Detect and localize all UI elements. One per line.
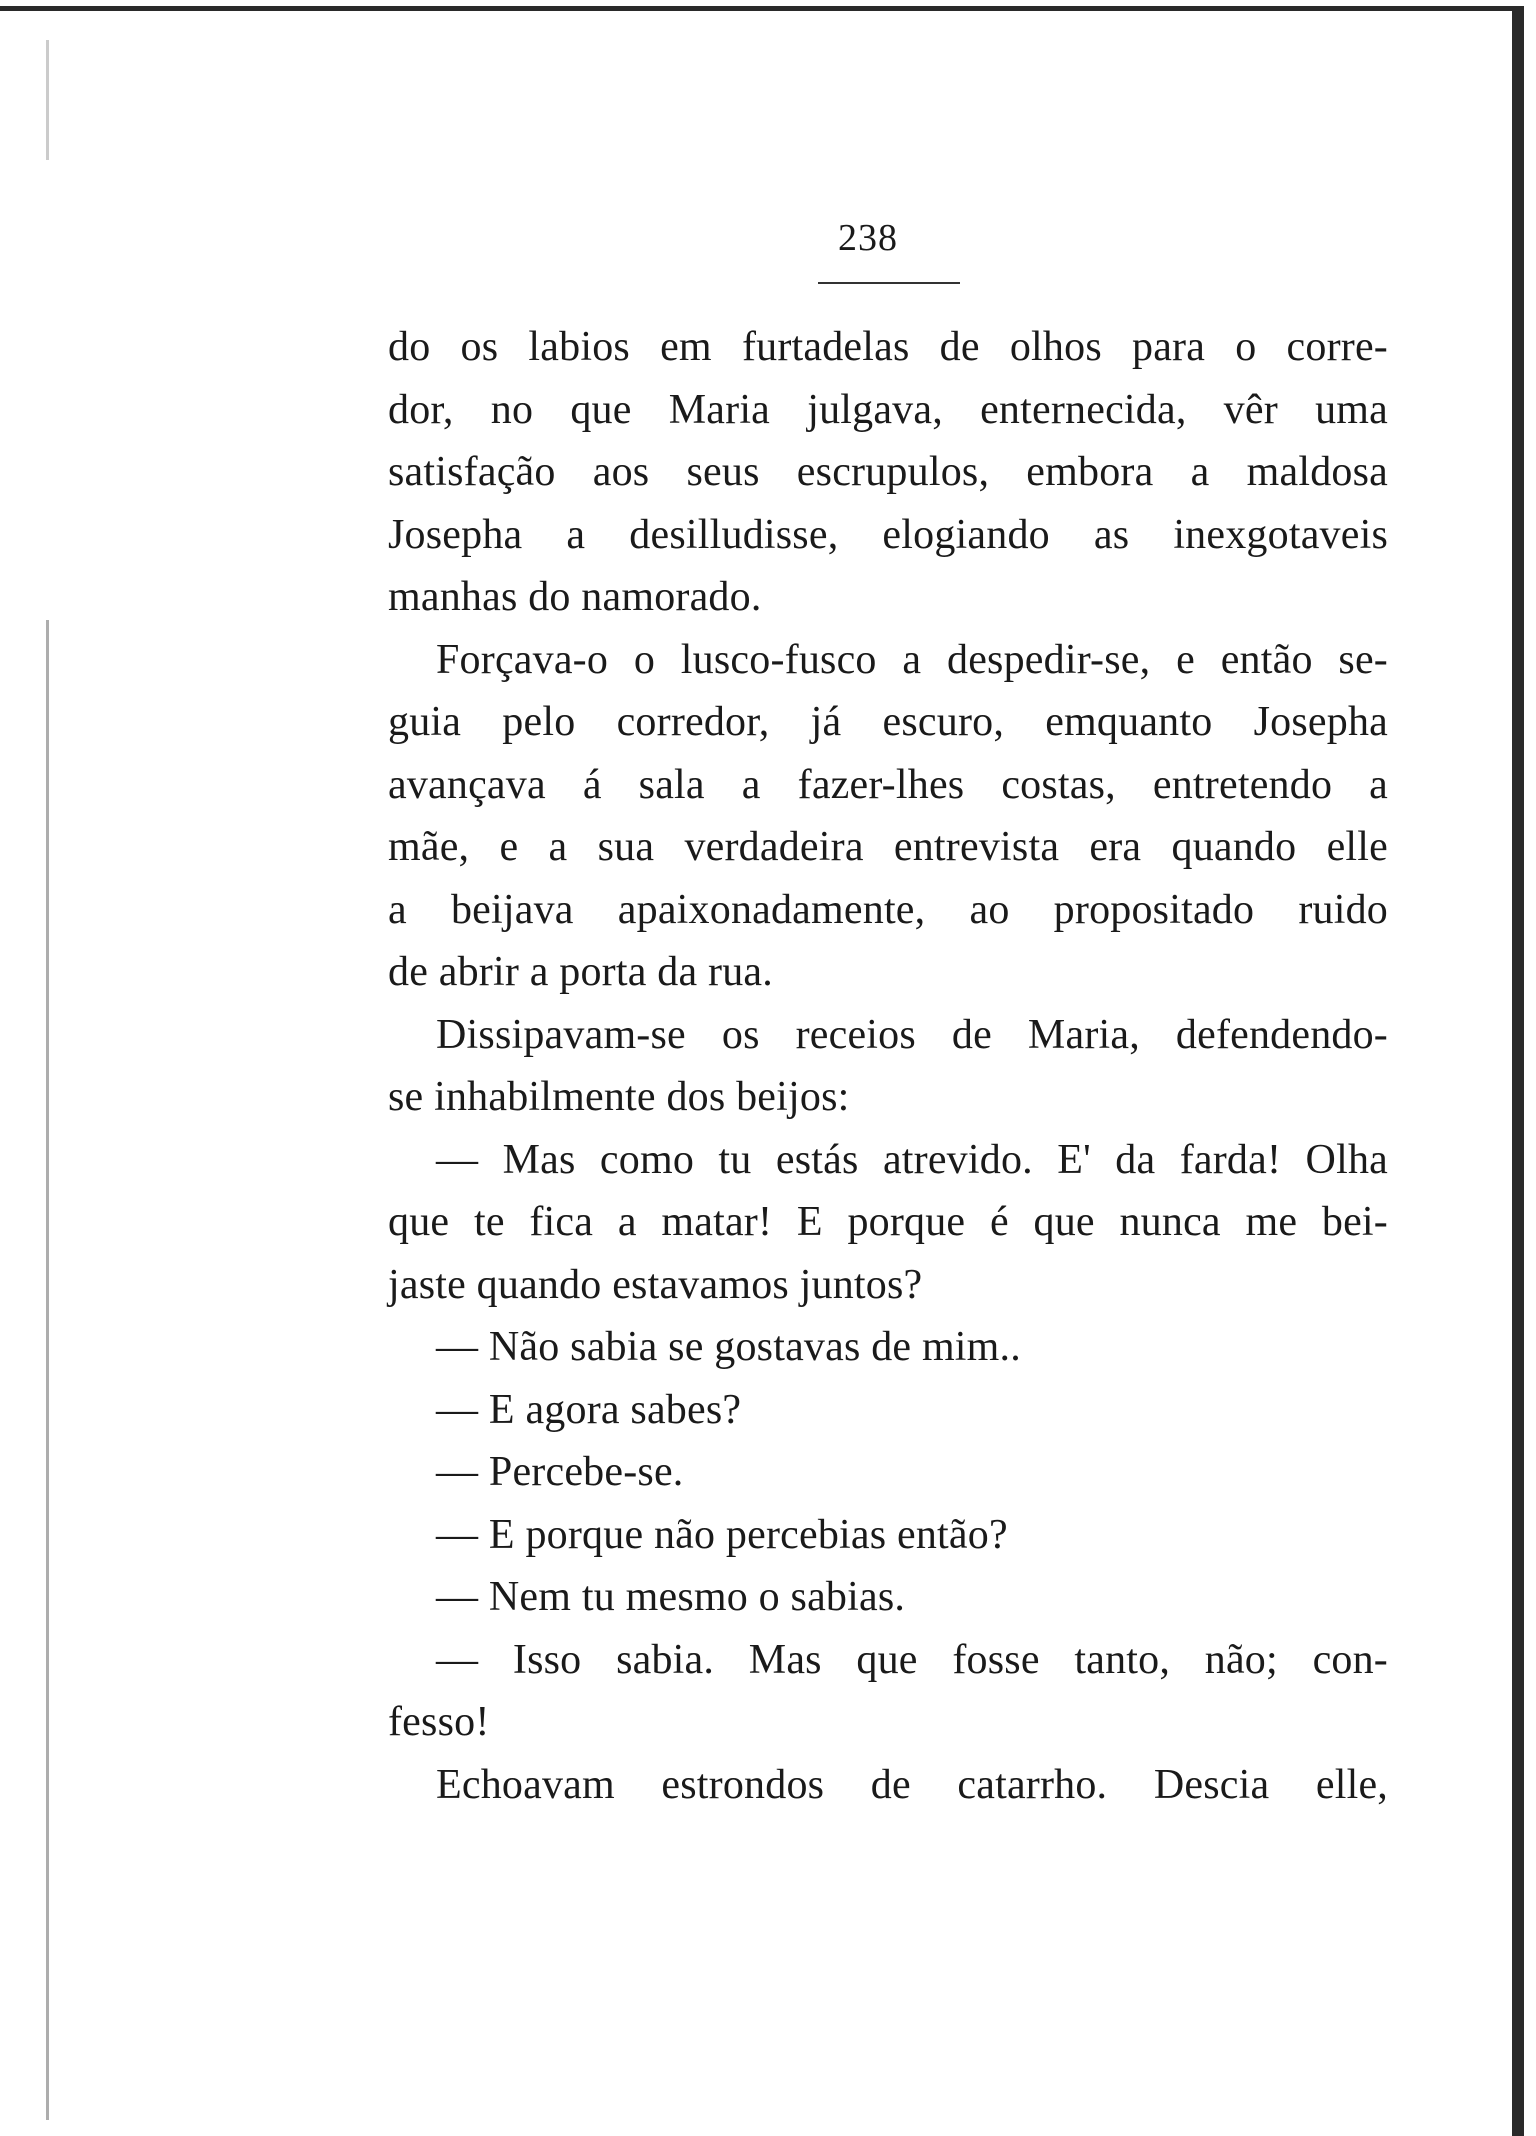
text-line: — E porque não percebias então? bbox=[436, 1511, 1008, 1558]
page-number-rule bbox=[818, 282, 960, 284]
page-number: 238 bbox=[838, 217, 898, 259]
text-line: mãe, e a sua verdadeira entrevista era quando elle bbox=[388, 824, 1388, 870]
text-line: Dissipavam-se os receios de Maria, defendendo- bbox=[436, 1011, 1388, 1058]
page-left-shadow-upper bbox=[46, 40, 49, 160]
body-text bbox=[388, 316, 1388, 1816]
text-line: — Nem tu mesmo o sabias. bbox=[436, 1574, 906, 1620]
page-left-shadow bbox=[46, 620, 49, 2120]
text-line: de abrir a porta da rua. bbox=[388, 949, 773, 995]
text-line: avançava á sala a fazer-lhes costas, entretendo a bbox=[388, 761, 1388, 808]
text-line: — Isso sabia. Mas que fosse tanto, não; con- bbox=[436, 1636, 1388, 1683]
text-line: — E agora sabes? bbox=[436, 1386, 742, 1433]
page-right-border bbox=[1512, 6, 1524, 2136]
text-line: manhas do namorado. bbox=[388, 574, 762, 620]
text-line: Forçava-o o lusco-fusco a despedir-se, e então se- bbox=[436, 636, 1388, 683]
text-line: jaste quando estavamos juntos? bbox=[388, 1261, 923, 1308]
page-top-border bbox=[0, 6, 1522, 11]
text-line: — Mas como tu estás atrevido. E' da farda! Olha bbox=[436, 1136, 1388, 1183]
text-line: que te fica a matar! E porque é que nunca me bei- bbox=[388, 1199, 1388, 1245]
text-line: — Não sabia se gostavas de mim.. bbox=[436, 1324, 1021, 1370]
text-line: dor, no que Maria julgava, enternecida, vêr uma bbox=[388, 386, 1388, 433]
text-line: guia pelo corredor, já escuro, emquanto Josepha bbox=[388, 699, 1388, 745]
text-line: — Percebe-se. bbox=[436, 1449, 684, 1495]
text-line: do os labios em furtadelas de olhos para o corre- bbox=[388, 324, 1388, 370]
text-line: satisfação aos seus escrupulos, embora a maldosa bbox=[388, 449, 1388, 495]
text-line: fesso! bbox=[388, 1699, 490, 1745]
text-line: Echoavam estrondos de catarrho. Descia elle, bbox=[436, 1761, 1388, 1808]
text-line: Josepha a desilludisse, elogiando as inexgotaveis bbox=[388, 511, 1388, 558]
text-line: se inhabilmente dos beijos: bbox=[388, 1074, 850, 1120]
text-line: a beijava apaixonadamente, ao propositado ruido bbox=[388, 886, 1388, 933]
